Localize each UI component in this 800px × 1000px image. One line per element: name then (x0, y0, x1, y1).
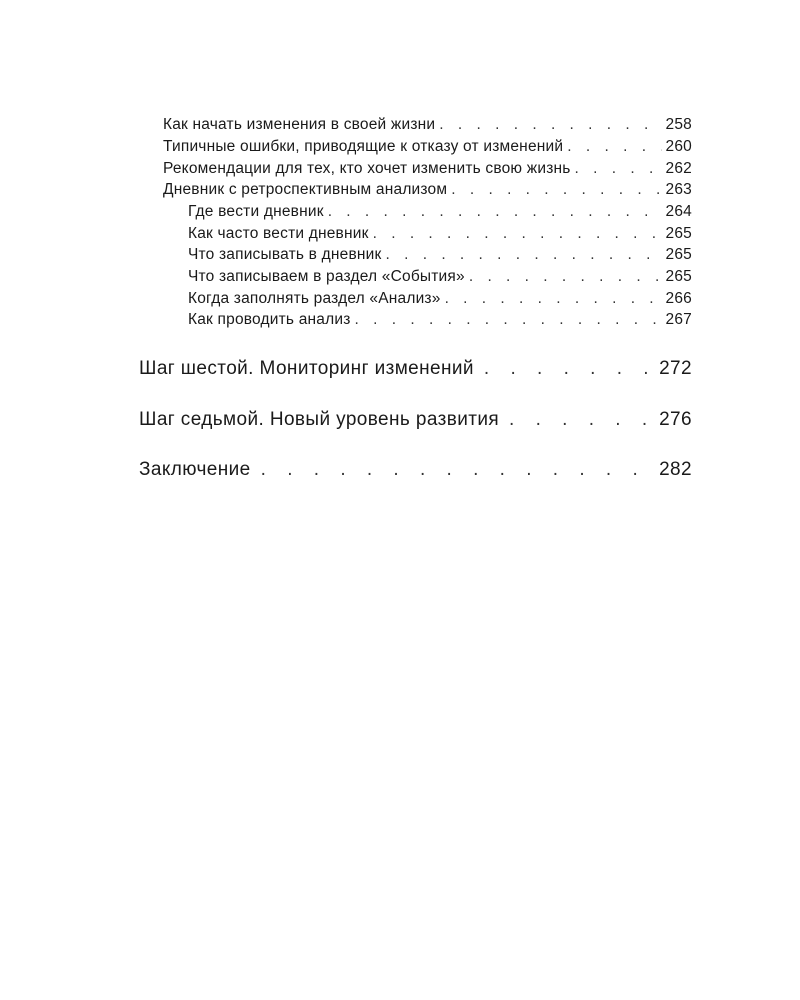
toc-dot-leader (445, 290, 662, 308)
toc-dot-leader (385, 246, 661, 264)
toc-entry-page: 267 (665, 311, 692, 328)
toc-entry-page: 260 (665, 138, 692, 155)
toc-entry-title: Когда заполнять раздел «Анализ» (188, 290, 441, 307)
toc-dot-leader (439, 116, 661, 134)
toc-dot-leader (567, 138, 661, 156)
toc-entry-page: 262 (665, 160, 692, 177)
toc-subentry (188, 246, 692, 264)
toc-subentry (188, 311, 692, 329)
toc-entry-title: Заключение (139, 459, 251, 480)
toc-entry-title: Шаг шестой. Мониторинг изменений (139, 358, 474, 379)
toc-chapter-entry (139, 409, 692, 431)
toc-entry-page: 265 (665, 225, 692, 242)
toc-entry-page: 263 (665, 181, 692, 198)
toc-subentry (188, 290, 692, 308)
toc-dot-leader (328, 203, 662, 221)
toc-entry-page: 264 (665, 203, 692, 220)
toc-entry-title: Как часто вести дневник (188, 225, 369, 242)
toc-entry (163, 181, 692, 199)
toc-dot-leader (575, 160, 662, 178)
toc-entry-page: 265 (665, 246, 692, 263)
toc-dot-leader (509, 409, 649, 431)
toc-dot-leader (261, 459, 649, 481)
toc-dot-leader (373, 225, 662, 243)
toc-entry-title: Шаг седьмой. Новый уровень развития (139, 409, 500, 430)
toc-entry-page: 282 (659, 459, 692, 480)
toc-entry (163, 116, 692, 134)
toc-entry-title: Где вести дневник (188, 203, 324, 220)
toc-entry-title: Типичные ошибки, приводящие к отказу от изменений (163, 138, 564, 155)
toc-entry-title: Дневник с ретроспективным анализом (163, 181, 448, 198)
toc-chapter-entry (139, 358, 692, 380)
toc-entry-title: Что записывать в дневник (188, 246, 382, 263)
toc-entry (163, 160, 692, 178)
toc-dot-leader (355, 311, 662, 329)
toc-entry-page: 258 (665, 116, 692, 133)
toc-dot-leader (469, 268, 662, 286)
toc-entry-page: 266 (665, 290, 692, 307)
toc-dot-leader (484, 358, 649, 380)
toc-entry-title: Как начать изменения в своей жизни (163, 116, 436, 133)
toc-entry-title: Как проводить анализ (188, 311, 351, 328)
toc-entry (163, 138, 692, 156)
toc-subentry (188, 268, 692, 286)
toc-chapter-entry (139, 459, 692, 481)
toc-entry-page: 265 (665, 268, 692, 285)
toc-entry-page: 272 (659, 358, 692, 379)
toc-entry-page: 276 (659, 409, 692, 430)
toc-subentry (188, 203, 692, 221)
toc-dot-leader (451, 181, 661, 199)
toc-entry-title: Что записываем в раздел «События» (188, 268, 465, 285)
toc-subentry (188, 225, 692, 243)
toc-entry-title: Рекомендации для тех, кто хочет изменить свою жизнь (163, 160, 571, 177)
